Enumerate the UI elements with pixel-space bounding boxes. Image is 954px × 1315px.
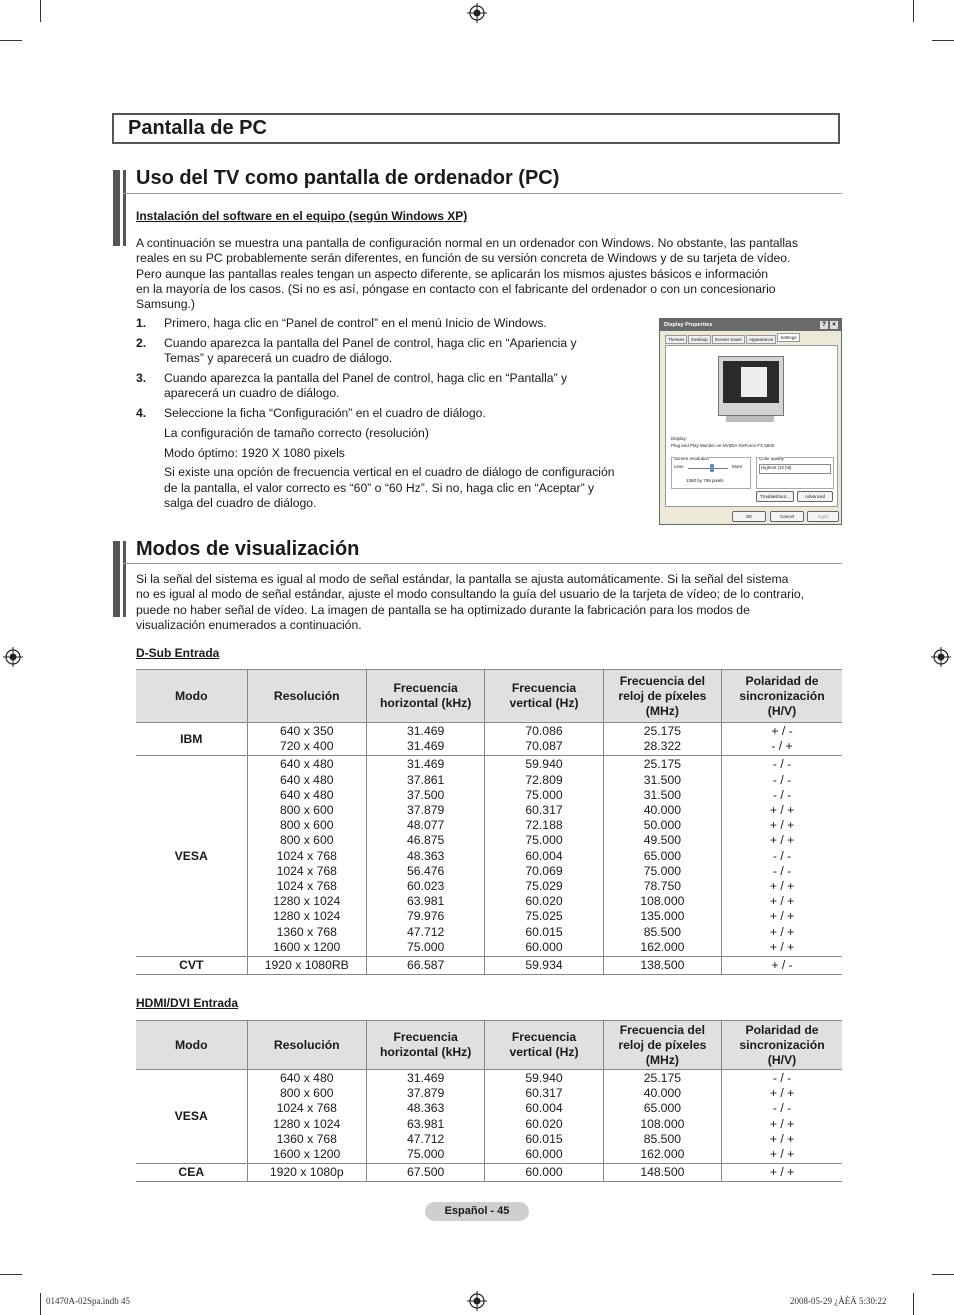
cell-line: 70.086	[525, 724, 563, 738]
table-row	[136, 957, 842, 975]
hfreq-cell	[366, 756, 484, 957]
header-line: sincronización	[739, 1037, 825, 1052]
column-header	[603, 670, 721, 723]
hdmi-table	[136, 1020, 842, 1182]
crop-mark	[932, 40, 954, 41]
heading-rule	[123, 193, 842, 194]
intro-line: puede no haber señal de vídeo. La imagen de pantalla se ha optimizado durante la fabricación para los modos de	[136, 602, 750, 617]
cell-line: 60.004	[525, 1101, 563, 1116]
column-header	[603, 1021, 721, 1070]
advanced-button: Advanced	[797, 491, 833, 502]
cell-line: 60.000	[525, 939, 563, 954]
cell-line: 1280 x 1024	[273, 1116, 341, 1131]
pc-intro-paragraph	[136, 236, 846, 312]
column-header	[722, 670, 842, 723]
registration-mark-icon	[3, 647, 23, 667]
cell-line: 1024 x 768	[276, 1101, 337, 1116]
column-header	[247, 670, 366, 723]
color-group-label: Color quality	[759, 456, 785, 461]
cell-line: 640 x 480	[279, 772, 334, 787]
cell-line: 37.861	[407, 772, 445, 787]
cell-line: 1024 x 768	[276, 848, 337, 863]
cell-line: 47.712	[407, 924, 445, 939]
polarity-cell	[722, 1164, 842, 1182]
cell-line: 108.000	[640, 1116, 685, 1131]
cell-line: 56.476	[407, 863, 445, 878]
step-text	[164, 406, 486, 421]
table-header	[136, 670, 842, 723]
tab-screen-saver: Screen Saver	[712, 335, 745, 344]
header-line: Resolución	[273, 688, 340, 703]
step-item	[136, 371, 626, 402]
cell-line: 79.976	[407, 909, 445, 924]
crop-mark	[40, 0, 41, 22]
cell-line: 1360 x 768	[276, 924, 337, 939]
cell-line: 75.000	[525, 787, 563, 802]
cell-line: 65.000	[643, 1101, 681, 1116]
section-sidebar	[113, 541, 120, 617]
step-line: Cuando aparezca la pantalla del Panel de control, haga clic en “Apariencia y	[164, 335, 577, 350]
column-header	[722, 1021, 842, 1070]
intro-line: A continuación se muestra una pantalla de configuración normal en un ordenador con Windows. No obstante, las pantallas	[136, 236, 798, 250]
cell-line: 135.000	[640, 909, 685, 924]
vfreq-cell	[485, 1164, 603, 1182]
header-line: (H/V)	[767, 1052, 797, 1067]
file-slug: 01470A-02Spa.indb 45	[46, 1296, 130, 1306]
cell-line: 162.000	[640, 1147, 685, 1162]
cell-line: 37.879	[407, 803, 445, 818]
pc-subheading: Instalación del software en el equipo (según Windows XP)	[136, 209, 468, 223]
column-header	[366, 670, 484, 723]
cell-line: 48.363	[407, 1101, 445, 1116]
cell-line: - / -	[772, 848, 792, 863]
crop-mark	[913, 1293, 914, 1315]
cell-line: 800 x 600	[279, 833, 334, 848]
step-text	[164, 316, 547, 331]
cell-line: 1920 x 1080RB	[264, 958, 349, 973]
cell-line: 37.879	[407, 1086, 445, 1101]
tab-settings: Settings	[777, 333, 799, 342]
mode-cell	[136, 1164, 247, 1182]
cell-line: + / +	[769, 924, 795, 939]
resolution-slider-thumb	[710, 464, 714, 472]
cell-line: 78.750	[643, 879, 681, 894]
cell-line: 25.175	[643, 1071, 681, 1085]
table-body	[136, 723, 842, 975]
header-line: reloj de píxeles	[618, 688, 707, 703]
cell-line: 1360 x 768	[276, 1131, 337, 1146]
clock-cell	[603, 723, 721, 756]
header-line: Modo	[175, 1037, 208, 1052]
cell-line: IBM	[180, 731, 203, 746]
cell-line: 31.469	[407, 739, 445, 754]
column-header	[366, 1021, 484, 1070]
cell-line: + / +	[769, 1086, 795, 1101]
clock-cell	[603, 1164, 721, 1182]
column-header	[485, 670, 603, 723]
cell-line: 67.500	[407, 1165, 445, 1180]
mini-dialog	[741, 367, 767, 397]
date-slug: 2008-05-29 ¿ÀÈÄ 5:30:22	[790, 1296, 887, 1306]
step-item	[136, 336, 626, 367]
cell-line: 75.029	[525, 879, 563, 894]
monitor-screen	[723, 361, 779, 403]
cell-line: + / +	[769, 939, 795, 954]
step-line: Primero, haga clic en “Panel de control” en el menú Inicio de Windows.	[164, 316, 547, 330]
registration-mark-icon	[467, 3, 487, 23]
cell-line: 138.500	[640, 958, 685, 973]
cell-line: - / -	[772, 863, 792, 878]
column-header	[247, 1021, 366, 1070]
cell-line: VESA	[174, 848, 208, 863]
hfreq-cell	[366, 1070, 484, 1164]
cell-line: 37.500	[407, 787, 445, 802]
less-label: Less	[674, 464, 684, 469]
cell-line: 85.500	[643, 1131, 681, 1146]
display-properties-screenshot	[659, 318, 842, 525]
cell-line: 46.875	[407, 833, 445, 848]
cell-line: + / +	[769, 1147, 795, 1162]
cell-line: 640 x 350	[279, 724, 334, 738]
cell-line: - / -	[772, 787, 792, 802]
cell-line: + / +	[769, 1165, 795, 1180]
cell-line: CVT	[179, 958, 204, 973]
window-title: Display Properties	[664, 322, 713, 328]
table-row	[136, 756, 842, 957]
resolution-cell	[247, 957, 366, 975]
intro-line: no es igual al modo de señal estándar, ajuste el modo consultando la guía del usuario de la tarjeta de vídeo; de lo contrario,	[136, 587, 805, 602]
header-line: Frecuencia del	[619, 673, 706, 688]
mode-cell	[136, 756, 247, 957]
cell-line: - / -	[772, 1071, 792, 1085]
modes-heading: Modos de visualización	[136, 538, 360, 560]
cell-line: + / -	[771, 958, 793, 973]
cell-line: 60.023	[407, 879, 445, 894]
cell-line: 65.000	[643, 848, 681, 863]
cell-line: 148.500	[640, 1165, 685, 1180]
hdmi-label: HDMI/DVI Entrada	[136, 996, 239, 1010]
cell-line: 60.004	[525, 848, 563, 863]
header-line: Frecuencia	[393, 1030, 458, 1044]
crop-mark	[0, 1274, 22, 1275]
intro-line: reales en su PC probablemente serán diferentes, en función de su versión concreta de Windows y de su tarjeta de vídeo.	[136, 251, 791, 266]
intro-line: visualización enumerados a continuación.	[136, 617, 362, 632]
hfreq-cell	[366, 723, 484, 756]
cell-line: 1600 x 1200	[273, 1147, 341, 1162]
cell-line: 75.000	[407, 1147, 445, 1162]
tab-themes: Themes	[665, 335, 687, 344]
step-line: Cuando aparezca la pantalla del Panel de control, haga clic en “Pantalla” y	[164, 370, 568, 385]
resolution-slider-track	[688, 468, 728, 469]
cell-line: + / +	[769, 818, 795, 833]
close-icon: ×	[830, 321, 838, 329]
vfreq-cell	[485, 957, 603, 975]
pc-heading: Uso del TV como pantalla de ordenador (PC)	[136, 167, 560, 189]
cell-line: 75.025	[525, 909, 563, 924]
column-header	[136, 1021, 247, 1070]
polarity-cell	[722, 723, 842, 756]
resolution-value: 1360 by 768 pixels	[686, 478, 724, 483]
resolution-group	[671, 457, 751, 489]
cell-line: 28.322	[643, 739, 681, 754]
cell-line: 108.000	[640, 894, 685, 909]
step-text	[164, 336, 577, 367]
help-icon: ?	[820, 321, 828, 329]
cell-line: 40.000	[643, 803, 681, 818]
section-title: Pantalla de PC	[128, 117, 267, 139]
table-header	[136, 1021, 842, 1070]
cell-line: 66.587	[407, 958, 445, 973]
cell-line: 720 x 400	[279, 739, 334, 754]
mode-cell	[136, 723, 247, 756]
clock-cell	[603, 1070, 721, 1164]
intro-line: Si la señal del sistema es igual al modo de señal estándar, la pantalla se ajusta automáticamente. Si la señal del sistema	[136, 572, 789, 586]
mode-cell	[136, 1070, 247, 1164]
resolution-cell	[247, 1164, 366, 1182]
dsub-label: D-Sub Entrada	[136, 646, 220, 660]
header-row	[136, 1021, 842, 1070]
header-line: sincronización	[739, 688, 825, 703]
settings-panel	[665, 345, 838, 507]
cell-line: 31.500	[643, 772, 681, 787]
cell-line: 800 x 600	[279, 803, 334, 818]
cell-line: + / +	[769, 909, 795, 924]
step-line: aparecerá un cuadro de diálogo.	[164, 386, 340, 401]
crop-mark	[913, 0, 914, 22]
crop-mark	[932, 1274, 954, 1275]
cell-line: 640 x 480	[279, 1071, 334, 1085]
tab-appearance: Appearance	[746, 335, 776, 344]
cell-line: 60.020	[525, 1116, 563, 1131]
cell-line: 72.809	[525, 772, 563, 787]
step-line: Seleccione la ficha “Configuración” en el cuadro de diálogo.	[164, 405, 486, 420]
cell-line: + / -	[771, 724, 793, 738]
display-label: Display:	[671, 436, 688, 441]
cell-line: 25.175	[643, 724, 681, 738]
cell-line: 1280 x 1024	[273, 909, 341, 924]
cell-line: 48.077	[407, 818, 445, 833]
cell-line: 800 x 600	[279, 818, 334, 833]
step-text	[164, 371, 567, 402]
step-note: Si existe una opción de frecuencia vertical en el cuadro de diálogo de configuración de la pantalla, el valor correcto es “60” o “60 Hz”. Si no, haga clic en “Aceptar” y salga del cuadro de diálogo.	[164, 465, 615, 510]
cell-line: 63.981	[407, 894, 445, 909]
step-note: Modo óptimo: 1920 X 1080 pixels	[164, 445, 345, 460]
page-number-badge: Español - 45	[425, 1202, 529, 1221]
cell-line: + / +	[769, 833, 795, 848]
cell-line: 1280 x 1024	[273, 894, 341, 909]
header-line: (MHz)	[645, 1052, 679, 1067]
resolution-cell	[247, 756, 366, 957]
cell-line: 800 x 600	[279, 1086, 334, 1101]
cell-line: 50.000	[643, 818, 681, 833]
header-line: horizontal (kHz)	[379, 696, 472, 710]
cell-line: 49.500	[643, 833, 681, 848]
cell-line: VESA	[174, 1109, 208, 1123]
table-row	[136, 1164, 842, 1182]
cell-line: - / -	[772, 1101, 792, 1116]
column-header	[136, 670, 247, 723]
cell-line: 59.940	[525, 1071, 563, 1085]
header-line: Frecuencia del	[619, 1022, 706, 1037]
more-label: More	[732, 464, 743, 469]
monitor-illustration	[718, 356, 784, 416]
cell-line: + / +	[769, 879, 795, 894]
modes-intro-paragraph	[136, 572, 848, 633]
cell-line: + / +	[769, 1131, 795, 1146]
polarity-cell	[722, 1070, 842, 1164]
registration-mark-icon	[467, 1291, 487, 1311]
intro-line: Pero aunque las pantallas reales tengan un aspecto diferente, se aplicarán los mismos ajustes básicos e información	[136, 266, 769, 281]
resolution-cell	[247, 1070, 366, 1164]
vfreq-cell	[485, 756, 603, 957]
step-number: 3.	[136, 370, 147, 385]
cell-line: - / -	[772, 772, 792, 787]
section-sidebar	[123, 541, 126, 617]
cell-line: 31.469	[407, 724, 445, 738]
step-number: 1.	[136, 316, 147, 330]
resolution-cell	[247, 723, 366, 756]
resolution-group-label: Screen resolution	[674, 456, 710, 461]
cell-line: 31.500	[643, 787, 681, 802]
header-line: vertical (Hz)	[509, 696, 579, 710]
cell-line: 60.000	[525, 1147, 563, 1162]
cell-line: 75.000	[643, 863, 681, 878]
cell-line: 72.188	[525, 818, 563, 833]
step-item	[136, 406, 626, 421]
column-header	[485, 1021, 603, 1070]
ok-button: OK	[732, 511, 766, 522]
header-line: Resolución	[273, 1037, 340, 1052]
cell-line: 59.940	[525, 757, 563, 772]
cell-line: 1920 x 1080p	[269, 1165, 344, 1180]
header-line: (H/V)	[767, 703, 797, 718]
cell-line: 25.175	[643, 757, 681, 772]
vfreq-cell	[485, 1070, 603, 1164]
clock-cell	[603, 756, 721, 957]
cell-line: 60.015	[525, 1131, 563, 1146]
cell-line: 75.000	[525, 833, 563, 848]
cell-line: 63.981	[407, 1116, 445, 1131]
cell-line: 59.934	[525, 958, 563, 973]
header-row	[136, 670, 842, 723]
cell-line: 40.000	[643, 1086, 681, 1101]
cell-line: CEA	[178, 1165, 205, 1180]
cell-line: 47.712	[407, 1131, 445, 1146]
window-titlebar	[660, 319, 841, 331]
step-number: 2.	[136, 335, 147, 350]
cell-line: 1600 x 1200	[273, 939, 341, 954]
header-line: Frecuencia	[511, 681, 577, 695]
troubleshoot-button: Troubleshoot...	[756, 491, 794, 502]
color-value: Highest (32 bit)	[761, 465, 792, 470]
header-line: Frecuencia	[511, 1030, 577, 1044]
header-line: Polaridad de	[745, 1022, 819, 1037]
cell-line: + / +	[769, 1116, 795, 1131]
cell-line: 31.469	[407, 757, 445, 772]
polarity-cell	[722, 957, 842, 975]
display-value: Plug and Play Monitor on NVIDIA GeForce FX 5600	[671, 443, 775, 448]
cell-line: + / +	[769, 803, 795, 818]
table-row	[136, 1070, 842, 1164]
cell-line: + / +	[769, 894, 795, 909]
section-sidebar	[123, 170, 126, 246]
crop-mark	[0, 40, 22, 41]
intro-line: Samsung.)	[136, 297, 195, 312]
cell-line: 70.069	[525, 863, 563, 878]
heading-rule	[123, 563, 842, 564]
step-item	[136, 316, 626, 331]
cell-line: 60.015	[525, 924, 563, 939]
apply-button: Apply	[807, 511, 839, 522]
section-sidebar	[113, 170, 120, 246]
header-line: vertical (Hz)	[509, 1045, 579, 1059]
step-line: Temas” y aparecerá un cuadro de diálogo.	[164, 351, 393, 366]
cell-line: 60.317	[525, 1086, 563, 1101]
cell-line: 31.469	[407, 1071, 445, 1085]
header-line: reloj de píxeles	[618, 1037, 707, 1052]
table-row	[136, 723, 842, 756]
registration-mark-icon	[931, 647, 951, 667]
mode-cell	[136, 957, 247, 975]
intro-line: en la mayoría de los casos. (Si no es así, póngase en contacto con el fabricante del ordenador o con un concesionario	[136, 281, 776, 296]
cell-line: 48.363	[407, 848, 445, 863]
cell-line: 640 x 480	[279, 787, 334, 802]
steps-list	[136, 316, 626, 516]
header-line: (MHz)	[645, 703, 679, 718]
monitor-stand	[726, 416, 774, 422]
cell-line: 75.000	[407, 939, 445, 954]
cell-line: 162.000	[640, 939, 685, 954]
hfreq-cell	[366, 957, 484, 975]
polarity-cell	[722, 756, 842, 957]
header-line: horizontal (kHz)	[379, 1045, 472, 1059]
cell-line: 60.000	[525, 1165, 563, 1180]
cell-line: 1024 x 768	[276, 863, 337, 878]
cell-line: 85.500	[643, 924, 681, 939]
step-number: 4.	[136, 405, 147, 420]
dsub-table	[136, 669, 842, 975]
cell-line: 640 x 480	[279, 757, 334, 772]
table-body	[136, 1070, 842, 1182]
cell-line: 70.087	[525, 739, 563, 754]
cancel-button: Cancel	[770, 511, 804, 522]
window-tabs	[665, 335, 801, 344]
step-note: La configuración de tamaño correcto (resolución)	[164, 425, 429, 440]
vfreq-cell	[485, 723, 603, 756]
cell-line: 60.317	[525, 803, 563, 818]
cell-line: 60.020	[525, 894, 563, 909]
header-line: Polaridad de	[745, 673, 819, 688]
header-line: Frecuencia	[393, 681, 458, 695]
cell-line: - / +	[771, 739, 793, 754]
cell-line: - / -	[772, 757, 792, 772]
cell-line: 1024 x 768	[276, 879, 337, 894]
header-line: Modo	[175, 688, 208, 703]
crop-mark	[40, 1293, 41, 1315]
tab-desktop: Desktop	[688, 335, 711, 344]
clock-cell	[603, 957, 721, 975]
hfreq-cell	[366, 1164, 484, 1182]
